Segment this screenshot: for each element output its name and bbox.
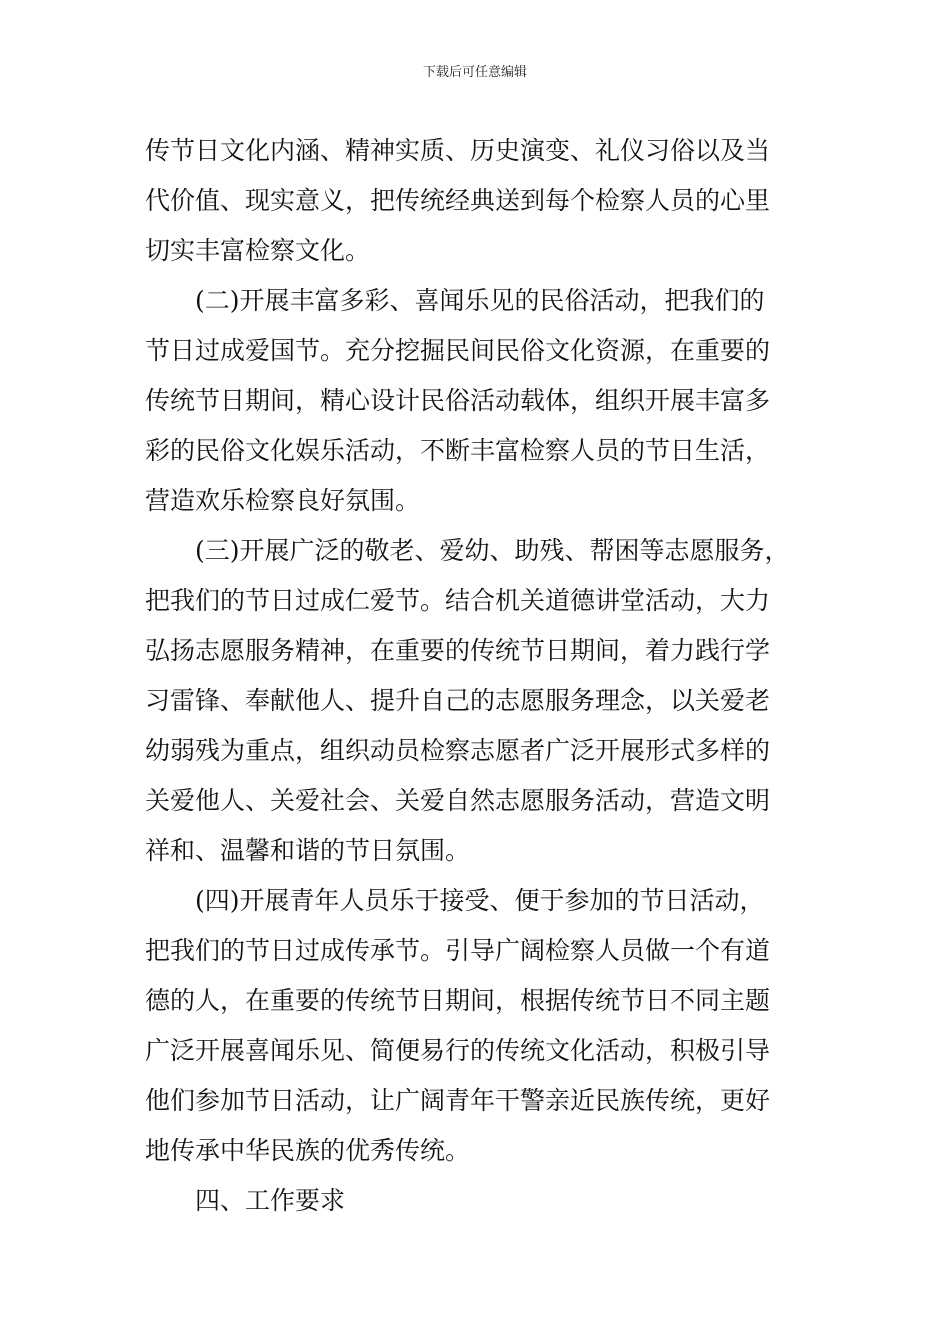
section-heading: 四、工作要求 [195, 1186, 346, 1215]
text-line: 德的人，在重要的传统节日期间，根据传统节日不同主题 [145, 986, 771, 1015]
text-line: 把我们的节日过成传承节。引导广阔检察人员做一个有道 [145, 936, 771, 965]
text-line: 祥和、温馨和谐的节日氛围。 [145, 836, 471, 865]
text-line: 幼弱残为重点，组织动员检察志愿者广泛开展形式多样的 [145, 736, 771, 765]
text-line: 关爱他人、关爱社会、关爱自然志愿服务活动，营造文明 [145, 786, 771, 815]
paragraph-start-line: (二)开展丰富多彩、喜闻乐见的民俗活动，把我们的 [195, 286, 765, 315]
text-line: 代价值、现实意义，把传统经典送到每个检察人员的心里 [145, 186, 771, 215]
text-line: 广泛开展喜闻乐见、简便易行的传统文化活动，积极引导 [145, 1036, 771, 1065]
text-line: 习雷锋、奉献他人、提升自己的志愿服务理念，以关爱老 [145, 686, 771, 715]
text-line: 传统节日期间，精心设计民俗活动载体，组织开展丰富多 [145, 386, 771, 415]
text-line: 弘扬志愿服务精神，在重要的传统节日期间，着力践行学 [145, 636, 771, 665]
page-header-note: 下载后可任意编辑 [422, 65, 527, 80]
paragraph-start-line: (三)开展广泛的敬老、爱幼、助残、帮困等志愿服务， [195, 536, 790, 565]
text-line: 他们参加节日活动，让广阔青年干警亲近民族传统，更好 [145, 1086, 771, 1115]
text-line: 节日过成爱国节。充分挖掘民间民俗文化资源，在重要的 [145, 336, 771, 365]
text-line: 彩的民俗文化娱乐活动，不断丰富检察人员的节日生活， [145, 436, 771, 465]
text-line: 地传承中华民族的优秀传统。 [145, 1136, 471, 1165]
text-line: 传节日文化内涵、精神实质、历史演变、礼仪习俗以及当 [145, 136, 771, 165]
text-line: 把我们的节日过成仁爱节。结合机关道德讲堂活动，大力 [145, 586, 771, 615]
paragraph-start-line: (四)开展青年人员乐于接受、便于参加的节日活动， [195, 886, 765, 915]
text-line: 营造欢乐检察良好氛围。 [145, 486, 421, 515]
document-body [145, 126, 825, 1226]
text-line: 切实丰富检察文化。 [145, 236, 371, 265]
